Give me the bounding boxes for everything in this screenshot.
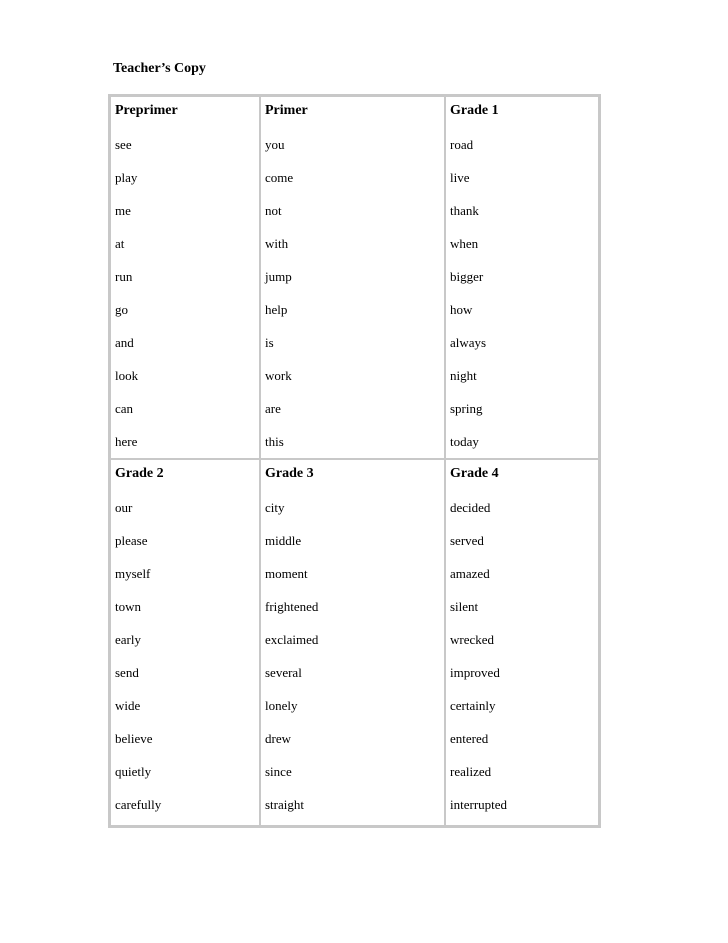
sight-word: thank <box>450 203 479 218</box>
sight-word: run <box>115 269 133 284</box>
cell-spacer <box>450 813 594 825</box>
sight-word: when <box>450 236 479 251</box>
sight-word: spring <box>450 401 483 416</box>
grade-heading: Grade 4 <box>450 466 499 481</box>
sight-word: decided <box>450 500 491 515</box>
sight-word: improved <box>450 665 500 680</box>
cell-spacer <box>265 813 440 825</box>
grade-heading: Grade 3 <box>265 466 314 481</box>
sight-word: here <box>115 434 138 449</box>
grade-cell-content <box>261 460 444 825</box>
sight-word: look <box>115 368 139 383</box>
sight-word: frightened <box>265 599 319 614</box>
grade-cell <box>260 96 445 459</box>
grade-row-2 <box>110 459 599 826</box>
cell-spacer <box>115 813 255 825</box>
grade-heading: Grade 2 <box>115 466 164 481</box>
sight-word: is <box>265 335 274 350</box>
sight-word: town <box>115 599 141 614</box>
sight-word: jump <box>265 269 292 284</box>
sight-word: help <box>265 302 288 317</box>
sight-word: go <box>115 302 128 317</box>
sight-word: live <box>450 170 470 185</box>
sight-word: amazed <box>450 566 490 581</box>
sight-word: early <box>115 632 141 647</box>
grade-row-1 <box>110 96 599 459</box>
sight-word: night <box>450 368 477 383</box>
grade-heading: Primer <box>265 103 308 118</box>
sight-word: believe <box>115 731 153 746</box>
grade-cell <box>110 96 260 459</box>
sight-word: can <box>115 401 134 416</box>
sight-word: me <box>115 203 131 218</box>
sight-word: at <box>115 236 125 251</box>
sight-word: this <box>265 434 284 449</box>
cell-spacer <box>265 450 440 458</box>
sight-word: send <box>115 665 139 680</box>
grade-cell-content <box>446 460 598 825</box>
sight-word: quietly <box>115 764 152 779</box>
sight-word: served <box>450 533 484 548</box>
sight-word: middle <box>265 533 302 548</box>
sight-word: not <box>265 203 282 218</box>
sight-word: play <box>115 170 138 185</box>
sight-word: realized <box>450 764 492 779</box>
grade-cell-content <box>446 97 598 458</box>
sight-word: how <box>450 302 473 317</box>
sight-word: work <box>265 368 292 383</box>
sight-word: silent <box>450 599 479 614</box>
page-title: Teacher’s Copy <box>113 61 206 76</box>
sight-word: our <box>115 500 133 515</box>
sight-word: lonely <box>265 698 298 713</box>
grade-cell <box>445 459 599 826</box>
sight-word: see <box>115 137 132 152</box>
sight-word: are <box>265 401 281 416</box>
sight-word: carefully <box>115 797 162 812</box>
sight-word: please <box>115 533 148 548</box>
sight-word: exclaimed <box>265 632 319 647</box>
word-list <box>115 499 255 813</box>
grade-cell-content <box>111 460 259 825</box>
cell-spacer <box>450 450 594 458</box>
grade-cell-content <box>111 97 259 458</box>
sight-word: moment <box>265 566 308 581</box>
sight-word: bigger <box>450 269 484 284</box>
sight-word: you <box>265 137 285 152</box>
sight-word: myself <box>115 566 151 581</box>
sight-word: interrupted <box>450 797 508 812</box>
grade-heading: Grade 1 <box>450 103 499 118</box>
sight-word: straight <box>265 797 304 812</box>
grade-cell <box>445 96 599 459</box>
sight-word: with <box>265 236 289 251</box>
word-list <box>115 136 255 450</box>
grade-heading: Preprimer <box>115 103 178 118</box>
sight-word: and <box>115 335 134 350</box>
word-list-table-body <box>110 96 599 826</box>
word-list <box>450 499 594 813</box>
sight-word: road <box>450 137 474 152</box>
sight-word: certainly <box>450 698 496 713</box>
sight-word: drew <box>265 731 291 746</box>
sight-word: always <box>450 335 487 350</box>
grade-cell <box>260 459 445 826</box>
sight-word: several <box>265 665 302 680</box>
sight-word: entered <box>450 731 489 746</box>
word-list <box>265 499 440 813</box>
grade-cell-content <box>261 97 444 458</box>
word-list-table <box>108 94 601 828</box>
sight-word: city <box>265 500 285 515</box>
word-list <box>265 136 440 450</box>
sight-word: wide <box>115 698 141 713</box>
sight-word: since <box>265 764 292 779</box>
sight-word: come <box>265 170 294 185</box>
grade-cell <box>110 459 260 826</box>
sight-word: today <box>450 434 479 449</box>
sight-word: wrecked <box>450 632 495 647</box>
cell-spacer <box>115 450 255 458</box>
word-list <box>450 136 594 450</box>
